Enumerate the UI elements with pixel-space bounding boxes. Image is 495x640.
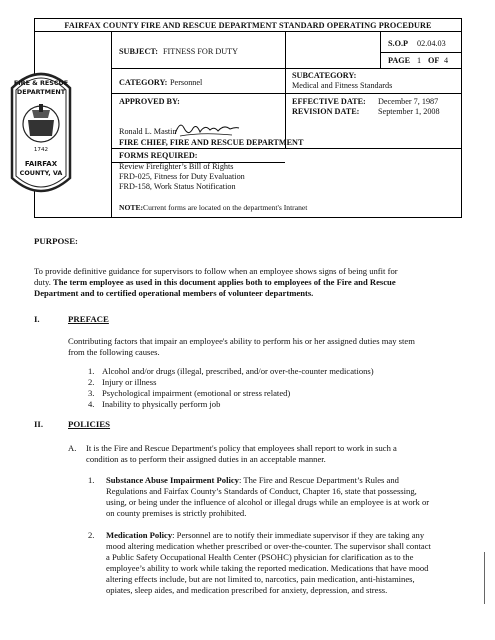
- policies-number: II.: [34, 419, 44, 429]
- subject-label: SUBJECT:: [119, 47, 158, 56]
- policy-item-2-line: opiates, sleep aides, and medication prescribed for anxiety, depression, and stress.: [106, 585, 388, 595]
- grid-divider-vertical: [285, 31, 286, 148]
- subject-value: FITNESS FOR DUTY: [163, 47, 239, 56]
- grid-line-1: [111, 68, 462, 69]
- policy-item-2-line: employee’s ability to work while taking the reported medication. Medications that have mood: [106, 563, 429, 573]
- effective-date-value: December 7, 1987: [378, 97, 439, 106]
- page-total: 4: [444, 56, 449, 65]
- sop-label: S.O.P: [388, 39, 409, 48]
- form-item: FRD-025, Fitness for Duty Evaluation: [119, 172, 245, 181]
- purpose-line-2-bold: The term employee as used in this document applies both to employees of the Fire and Rescue: [53, 277, 396, 287]
- list-item-number: 1.: [88, 366, 95, 376]
- list-item-number: 2.: [88, 377, 95, 387]
- purpose-line-2-plain: duty.: [34, 277, 51, 287]
- preface-para-line-2: from the following causes.: [68, 347, 160, 357]
- page-number: 1: [417, 56, 422, 65]
- purpose-line-3: Department and to certified operational members of volunteer departments.: [34, 288, 314, 298]
- policy-item-1-line: using, or being under the influence of alcohol or illegal drugs while an employee is at work or: [106, 497, 430, 507]
- category-label: CATEGORY:: [119, 78, 168, 87]
- policy-item-2-line: a Public Safety Occupational Health Center (PSOHC) physician for clarification as to the: [106, 552, 414, 562]
- logo-year: 1742: [33, 147, 49, 153]
- revision-date-label: REVISION DATE:: [292, 107, 360, 116]
- effective-date-label: EFFECTIVE DATE:: [292, 97, 366, 106]
- subcategory-value: Medical and Fitness Standards: [292, 81, 393, 90]
- document-title: FAIRFAX COUNTY FIRE AND RESCUE DEPARTMENT STANDARD OPERATING PROCEDURE: [34, 18, 462, 32]
- list-item: Psychological impairment (emotional or stress related): [102, 388, 291, 398]
- note-value: Current forms are located on the department's Intranet: [143, 203, 308, 212]
- logo-top-line2: DEPARTMENT: [16, 88, 66, 96]
- purpose-line-1: To provide definitive guidance for supervisors to follow when an employee shows signs of being unfit for: [34, 266, 398, 276]
- grid-line-bottom: [34, 217, 462, 218]
- grid-line-sop: [380, 52, 462, 53]
- page-label: PAGE: [388, 56, 411, 65]
- category-value: Personnel: [170, 78, 203, 87]
- preface-heading: PREFACE: [68, 314, 109, 324]
- policies-heading: POLICIES: [68, 419, 111, 429]
- revision-date-value: September 1, 2008: [378, 107, 440, 116]
- preface-number: I.: [34, 314, 40, 324]
- policy-item-2-line: altering effects include, but are not limited to, narcotics, pain medication, anti-histamines,: [106, 574, 415, 584]
- policy-item-2-title: Medication Policy: [106, 530, 173, 540]
- note-label: NOTE:: [119, 203, 144, 212]
- list-item: Inability to physically perform job: [102, 399, 221, 409]
- list-item-number: 3.: [88, 388, 95, 398]
- policy-a-label: A.: [68, 443, 77, 453]
- list-item-number: 4.: [88, 399, 95, 409]
- page-of: OF: [428, 56, 440, 65]
- revision-bar: [484, 552, 485, 604]
- purpose-line-2: [34, 277, 396, 288]
- grid-line-2: [111, 93, 462, 94]
- policy-item-1-line: Regulations and Fairfax County’s Standards of Conduct, Chapter 16, state that possessing,: [106, 486, 417, 496]
- preface-para-line-1: Contributing factors that impair an employee's ability to perform his or her assigned duties may stem: [68, 336, 415, 346]
- policy-item-2-line-1-rest: : Personnel are to notify their immediate supervisor if they are taking any: [172, 530, 425, 540]
- grid-divider-sop: [380, 31, 381, 68]
- policy-a-line-1: It is the Fire and Rescue Department's policy that employees shall report to work in such a: [86, 443, 397, 453]
- policy-item-1-number: 1.: [88, 475, 95, 485]
- policy-item-1-title: Substance Abuse Impairment Policy: [106, 475, 239, 485]
- policy-item-2-line-1: [106, 530, 424, 541]
- form-item: FRD-158, Work Status Notification: [119, 182, 236, 191]
- purpose-heading: PURPOSE:: [34, 236, 78, 246]
- list-item: Alcohol and/or drugs (illegal, prescribed, and/or over-the-counter medications): [102, 366, 374, 376]
- policy-item-2-line: mood altering medication whether prescribed or over-the-counter. The supervisor shall contact: [106, 541, 431, 551]
- policy-item-1-line-1: [106, 475, 399, 486]
- approver-title: FIRE CHIEF, FIRE AND RESCUE DEPARTMENT: [119, 138, 304, 147]
- policy-item-1-line-1-rest: : The Fire and Rescue Department’s Rules and: [238, 475, 399, 485]
- list-item: Injury or illness: [102, 377, 157, 387]
- sop-value: 02.04.03: [417, 39, 446, 48]
- approver-name: Ronald L. Mastin: [119, 127, 177, 136]
- logo-bottom-line2: COUNTY, VA: [19, 169, 63, 177]
- policy-item-2-number: 2.: [88, 530, 95, 540]
- logo-top-line1: FIRE & RESCUE: [13, 79, 69, 87]
- form-item: Review Firefighter’s Bill of Rights: [119, 162, 234, 171]
- approved-by-label: APPROVED BY:: [119, 97, 180, 106]
- subcategory-label: SUBCATEGORY:: [292, 71, 357, 80]
- logo-bottom-line1: FAIRFAX: [24, 160, 58, 168]
- policy-item-1-line: on county premises is strictly prohibited.: [106, 508, 247, 518]
- chief-signature: [172, 118, 242, 140]
- grid-line-3: [111, 148, 462, 149]
- forms-required-label: FORMS REQUIRED:: [119, 151, 198, 160]
- policy-a-line-2: condition as to perform their assigned duties in an acceptable manner.: [86, 454, 326, 464]
- fire-rescue-badge-logo: [6, 58, 76, 208]
